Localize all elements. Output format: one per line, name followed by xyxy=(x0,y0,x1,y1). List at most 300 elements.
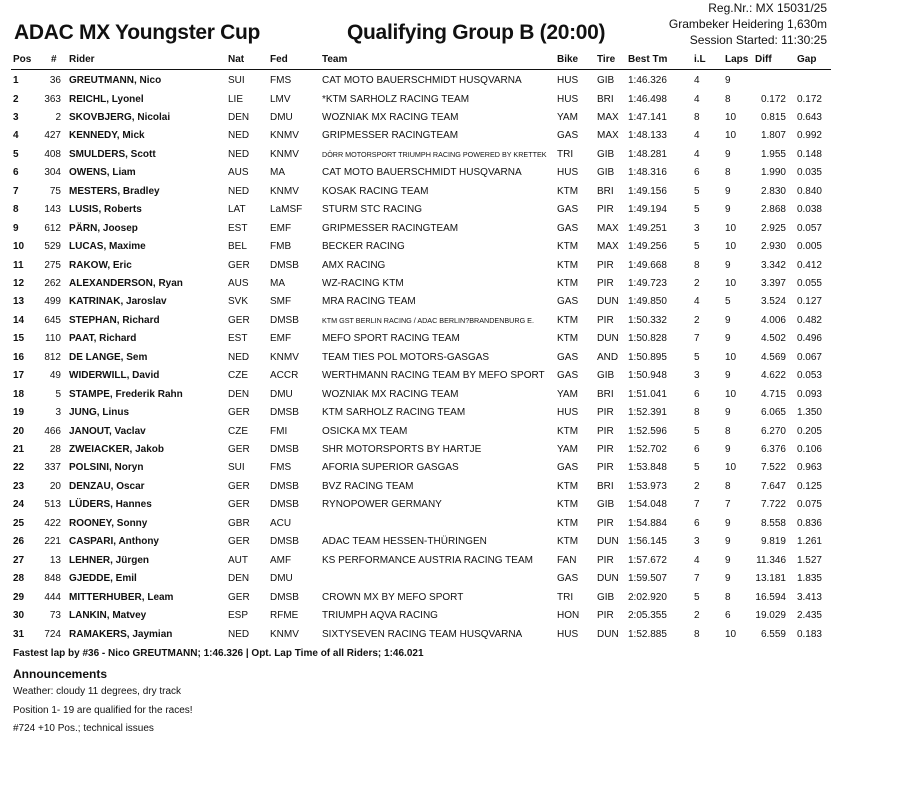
cell-nat: GER xyxy=(228,407,250,419)
cell-team: KS PERFORMANCE AUSTRIA RACING TEAM xyxy=(322,554,533,566)
cell-fed: LMV xyxy=(270,93,291,105)
cell-nat: AUS xyxy=(228,277,249,289)
cell-best-time: 1:54.884 xyxy=(628,517,667,529)
cell-pos: 22 xyxy=(13,462,25,474)
cell-il: 6 xyxy=(694,167,700,179)
cell-nat: NED xyxy=(228,185,250,197)
cell-tire: DUN xyxy=(597,628,619,640)
cell-gap: 0.093 xyxy=(796,388,822,400)
cell-fed: MA xyxy=(270,277,285,289)
cell-il: 5 xyxy=(694,185,700,197)
cell-bike: GAS xyxy=(557,130,579,142)
cell-bike: KTM xyxy=(557,333,579,345)
cell-tire: BRI xyxy=(597,388,614,400)
cell-best-time: 1:49.723 xyxy=(628,277,667,289)
table-header xyxy=(11,53,831,70)
table-row xyxy=(11,257,831,275)
cell-best-time: 1:47.141 xyxy=(628,111,667,123)
cell-diff: 4.622 xyxy=(760,370,786,382)
cell-rider: LUCAS, Maxime xyxy=(69,241,146,252)
cell-number: 444 xyxy=(44,591,61,603)
cell-diff: 1.955 xyxy=(760,148,786,160)
cell-bike: TRI xyxy=(557,148,574,160)
cell-team: TEAM TIES POL MOTORS-GASGAS xyxy=(322,351,490,363)
cell-tire: PIR xyxy=(597,204,614,216)
cell-laps: 9 xyxy=(725,185,731,197)
cell-il: 3 xyxy=(694,370,700,382)
cell-number: 848 xyxy=(44,573,61,585)
cell-il: 5 xyxy=(694,425,700,437)
cell-rider: PAAT, Richard xyxy=(69,333,137,345)
cell-laps: 10 xyxy=(725,222,737,234)
cell-pos: 4 xyxy=(13,130,19,142)
cell-best-time: 1:52.391 xyxy=(628,407,667,419)
cell-tire: GIB xyxy=(597,370,615,382)
cell-nat: CZE xyxy=(228,370,248,382)
event-title: ADAC MX Youngster Cup xyxy=(14,21,261,44)
cell-il: 8 xyxy=(694,259,700,271)
cell-rider: JUNG, Linus xyxy=(69,407,130,419)
cell-il: 7 xyxy=(694,573,700,585)
cell-number: 73 xyxy=(49,610,61,621)
cell-rider: REICHL, Lyonel xyxy=(69,93,144,105)
cell-diff: 6.270 xyxy=(760,425,786,437)
cell-pos: 19 xyxy=(13,407,25,419)
cell-gap: 0.205 xyxy=(796,425,822,437)
cell-laps: 5 xyxy=(725,296,731,308)
cell-pos: 13 xyxy=(13,296,25,308)
cell-diff: 6.065 xyxy=(760,407,786,419)
cell-nat: NED xyxy=(228,148,250,160)
cell-number: 2 xyxy=(55,111,61,123)
cell-pos: 26 xyxy=(13,536,25,548)
cell-tire: GIB xyxy=(597,167,615,179)
cell-gap: 0.963 xyxy=(796,462,822,474)
cell-fed: DMSB xyxy=(270,499,299,511)
cell-pos: 17 xyxy=(13,370,25,382)
cell-diff: 2.930 xyxy=(760,241,786,252)
cell-il: 8 xyxy=(694,628,700,640)
table-row xyxy=(11,127,831,145)
cell-laps: 10 xyxy=(725,351,737,363)
cell-rider: MITTERHUBER, Leam xyxy=(69,591,174,603)
table-row xyxy=(11,201,831,219)
cell-best-time: 1:49.251 xyxy=(628,222,667,234)
cell-number: 427 xyxy=(44,130,61,142)
cell-gap: 1.527 xyxy=(796,554,822,566)
cell-number: 49 xyxy=(49,370,61,382)
cell-pos: 3 xyxy=(13,111,19,123)
table-row xyxy=(11,164,831,182)
cell-fed: ACCR xyxy=(270,370,299,382)
cell-nat: NED xyxy=(228,628,250,640)
cell-gap: 0.005 xyxy=(796,241,822,252)
cell-tire: PIR xyxy=(597,407,614,419)
cell-il: 5 xyxy=(694,351,700,363)
cell-bike: KTM xyxy=(557,425,579,437)
table-row xyxy=(11,626,831,644)
cell-nat: LIE xyxy=(228,93,244,105)
cell-bike: KTM xyxy=(557,480,579,492)
cell-rider: GREUTMANN, Nico xyxy=(69,75,162,86)
cell-diff: 13.181 xyxy=(755,573,786,585)
cell-tire: PIR xyxy=(597,425,614,437)
cell-bike: HUS xyxy=(557,407,579,419)
cell-team: AMX RACING xyxy=(322,259,386,271)
cell-tire: PIR xyxy=(597,517,614,529)
cell-rider: KATRINAK, Jaroslav xyxy=(69,296,167,308)
cell-fed: DMU xyxy=(270,111,293,123)
cell-team: BVZ RACING TEAM xyxy=(322,480,414,492)
cell-team: RYNOPOWER GERMANY xyxy=(322,499,442,511)
cell-diff: 11.346 xyxy=(756,554,786,566)
cell-laps: 9 xyxy=(725,370,731,382)
cell-laps: 6 xyxy=(725,610,731,621)
cell-best-time: 1:59.507 xyxy=(628,573,667,585)
cell-fed: KNMV xyxy=(270,628,299,640)
cell-team: *KTM SARHOLZ RACING TEAM xyxy=(322,93,470,105)
cell-bike: HUS xyxy=(557,93,579,105)
cell-bike: YAM xyxy=(557,111,578,123)
cell-number: 262 xyxy=(44,277,61,289)
cell-bike: GAS xyxy=(557,204,579,216)
table-row xyxy=(11,515,831,533)
table-row xyxy=(11,589,831,607)
cell-nat: NED xyxy=(228,351,250,363)
cell-tire: DUN xyxy=(597,296,619,308)
cell-il: 5 xyxy=(694,591,700,603)
cell-fed: DMSB xyxy=(270,407,299,419)
cell-fed: DMSB xyxy=(270,444,299,455)
cell-team: SIXTYSEVEN RACING TEAM HUSQVARNA xyxy=(322,628,523,640)
cell-nat: LAT xyxy=(228,204,246,216)
cell-il: 6 xyxy=(694,517,700,529)
cell-pos: 16 xyxy=(13,351,25,363)
cell-diff: 16.594 xyxy=(755,591,786,603)
cell-fed: EMF xyxy=(270,333,292,345)
cell-tire: GIB xyxy=(597,499,615,511)
cell-diff: 2.830 xyxy=(760,185,786,197)
cell-tire: PIR xyxy=(597,259,614,271)
cell-il: 2 xyxy=(694,480,700,492)
cell-laps: 9 xyxy=(725,554,731,566)
cell-pos: 31 xyxy=(13,628,25,640)
cell-team: STURM STC RACING xyxy=(322,204,422,216)
cell-pos: 15 xyxy=(13,333,25,345)
cell-bike: GAS xyxy=(557,296,579,308)
cell-fed: KNMV xyxy=(270,130,299,142)
cell-tire: PIR xyxy=(597,444,614,455)
cell-laps: 10 xyxy=(725,130,737,142)
cell-pos: 9 xyxy=(13,222,19,234)
cell-laps: 9 xyxy=(725,573,731,585)
cell-laps: 8 xyxy=(725,93,731,105)
cell-best-time: 1:51.041 xyxy=(628,388,667,400)
cell-rider: STAMPE, Frederik Rahn xyxy=(69,388,183,400)
table-row xyxy=(11,367,831,385)
cell-number: 75 xyxy=(49,185,61,197)
table-row xyxy=(11,146,831,164)
cell-number: 724 xyxy=(44,628,61,640)
cell-tire: BRI xyxy=(597,480,614,492)
cell-laps: 8 xyxy=(725,591,731,603)
col-header-nat: Nat xyxy=(228,54,245,65)
cell-diff: 4.502 xyxy=(760,333,786,345)
cell-tire: MAX xyxy=(597,130,619,142)
cell-team: GRIPMESSER RACINGTEAM xyxy=(322,130,459,142)
cell-number: 28 xyxy=(49,444,61,455)
cell-fed: DMSB xyxy=(270,314,299,326)
cell-gap: 0.057 xyxy=(796,222,822,234)
cell-laps: 10 xyxy=(725,111,737,123)
cell-team: WERTHMANN RACING TEAM BY MEFO SPORT xyxy=(322,370,545,382)
cell-team: CAT MOTO BAUERSCHMIDT HUSQVARNA xyxy=(322,75,522,86)
cell-tire: BRI xyxy=(597,93,614,105)
cell-best-time: 1:53.848 xyxy=(628,462,667,474)
cell-bike: KTM xyxy=(557,536,579,548)
cell-team: CROWN MX BY MEFO SPORT xyxy=(322,591,464,603)
col-header-number: # xyxy=(51,54,57,65)
cell-rider: SKOVBJERG, Nicolai xyxy=(69,111,171,123)
cell-number: 529 xyxy=(44,241,61,252)
cell-number: 337 xyxy=(44,462,61,474)
cell-bike: GAS xyxy=(557,573,579,585)
cell-rider: SMULDERS, Scott xyxy=(69,148,156,160)
cell-nat: GER xyxy=(228,499,250,511)
cell-diff: 7.722 xyxy=(760,499,786,511)
cell-pos: 18 xyxy=(13,388,25,400)
table-row xyxy=(11,275,831,293)
cell-diff: 0.815 xyxy=(760,111,786,123)
cell-pos: 24 xyxy=(13,499,25,511)
cell-fed: DMSB xyxy=(270,480,299,492)
cell-il: 4 xyxy=(694,130,700,142)
cell-nat: EST xyxy=(228,333,248,345)
cell-nat: GER xyxy=(228,314,250,326)
cell-nat: GER xyxy=(228,536,250,548)
cell-team: DÖRR MOTORSPORT TRIUMPH RACING POWERED BY KRETTEK xyxy=(322,149,547,159)
cell-fed: FMB xyxy=(270,241,292,252)
cell-pos: 5 xyxy=(13,148,19,160)
cell-laps: 10 xyxy=(725,277,737,289)
cell-nat: DEN xyxy=(228,573,250,585)
cell-fed: ACU xyxy=(270,517,292,529)
table-row xyxy=(11,423,831,441)
cell-nat: ESP xyxy=(228,610,249,621)
col-header-il: i.L xyxy=(694,54,706,65)
cell-tire: PIR xyxy=(597,314,614,326)
cell-number: 363 xyxy=(44,93,61,105)
cell-diff: 1.807 xyxy=(760,130,786,142)
cell-il: 3 xyxy=(694,222,700,234)
cell-nat: NED xyxy=(228,130,250,142)
cell-bike: HUS xyxy=(557,628,579,640)
cell-nat: BEL xyxy=(228,241,247,252)
cell-gap: 0.496 xyxy=(796,333,822,345)
col-header-diff: Diff xyxy=(755,54,772,65)
cell-diff: 9.819 xyxy=(760,536,786,548)
cell-diff: 19.029 xyxy=(755,610,786,621)
table-row xyxy=(11,238,831,256)
cell-pos: 14 xyxy=(13,314,25,326)
cell-bike: KTM xyxy=(557,499,579,511)
cell-team: MRA RACING TEAM xyxy=(322,296,416,308)
table-row xyxy=(11,349,831,367)
cell-il: 2 xyxy=(694,610,700,621)
cell-rider: OWENS, Liam xyxy=(69,167,136,179)
cell-rider: STEPHAN, Richard xyxy=(69,314,160,326)
cell-il: 3 xyxy=(694,536,700,548)
cell-fed: DMU xyxy=(270,573,293,585)
cell-team: ADAC TEAM HESSEN-THÜRINGEN xyxy=(322,536,487,548)
cell-gap: 0.125 xyxy=(796,480,822,492)
cell-diff: 6.376 xyxy=(760,444,786,455)
cell-bike: TRI xyxy=(557,591,574,603)
session-title: Qualifying Group B (20:00) xyxy=(347,21,606,44)
cell-nat: SVK xyxy=(228,296,249,308)
cell-bike: GAS xyxy=(557,462,579,474)
cell-number: 408 xyxy=(44,148,61,160)
cell-best-time: 1:57.672 xyxy=(628,554,667,566)
cell-bike: KTM xyxy=(557,241,579,252)
announcements-title: Announcements xyxy=(13,667,108,681)
col-header-laps: Laps xyxy=(725,54,749,65)
cell-il: 2 xyxy=(694,277,700,289)
cell-gap: 0.643 xyxy=(796,111,822,123)
table-row xyxy=(11,72,831,90)
cell-gap: 3.413 xyxy=(796,591,822,603)
cell-bike: YAM xyxy=(557,388,578,400)
cell-diff: 8.558 xyxy=(760,517,786,529)
cell-pos: 28 xyxy=(13,573,25,585)
cell-diff: 7.522 xyxy=(760,462,786,474)
cell-laps: 10 xyxy=(725,462,737,474)
cell-rider: LÜDERS, Hannes xyxy=(69,499,152,511)
cell-rider: WIDERWILL, David xyxy=(69,370,160,382)
cell-laps: 9 xyxy=(725,517,731,529)
col-header-team: Team xyxy=(322,54,348,65)
announcement-line: Weather: cloudy 11 degrees, dry track xyxy=(13,686,182,697)
cell-rider: ZWEIACKER, Jakob xyxy=(69,444,165,455)
cell-team: OSICKA MX TEAM xyxy=(322,425,408,437)
cell-team: MEFO SPORT RACING TEAM xyxy=(322,333,460,345)
cell-il: 8 xyxy=(694,407,700,419)
cell-diff: 1.990 xyxy=(760,167,786,179)
cell-bike: YAM xyxy=(557,444,578,455)
cell-rider: JANOUT, Vaclav xyxy=(69,425,146,437)
cell-laps: 8 xyxy=(725,480,731,492)
cell-number: 612 xyxy=(44,222,61,234)
cell-gap: 0.412 xyxy=(796,259,822,271)
cell-best-time: 1:49.256 xyxy=(628,241,667,252)
cell-nat: EST xyxy=(228,222,248,234)
cell-il: 5 xyxy=(694,462,700,474)
cell-tire: DUN xyxy=(597,536,619,548)
cell-fed: KNMV xyxy=(270,351,299,363)
announcement-line: Position 1- 19 are qualified for the races! xyxy=(13,705,193,716)
cell-il: 5 xyxy=(694,204,700,216)
cell-tire: MAX xyxy=(597,241,619,252)
cell-fed: FMS xyxy=(270,462,292,474)
table-row xyxy=(11,330,831,348)
cell-laps: 7 xyxy=(725,499,731,511)
cell-team: BECKER RACING xyxy=(322,241,405,252)
cell-rider: DE LANGE, Sem xyxy=(69,351,148,363)
cell-gap: 0.482 xyxy=(796,314,822,326)
cell-rider: ROONEY, Sonny xyxy=(69,517,148,529)
cell-best-time: 1:50.332 xyxy=(628,314,667,326)
cell-number: 20 xyxy=(49,480,61,492)
cell-rider: ALEXANDERSON, Ryan xyxy=(69,277,183,289)
table-row xyxy=(11,478,831,496)
cell-bike: KTM xyxy=(557,277,579,289)
cell-fed: FMS xyxy=(270,75,292,86)
cell-best-time: 1:50.948 xyxy=(628,370,667,382)
cell-il: 4 xyxy=(694,148,700,160)
cell-laps: 9 xyxy=(725,536,731,548)
cell-il: 7 xyxy=(694,499,700,511)
table-row xyxy=(11,607,831,625)
cell-pos: 1 xyxy=(13,75,19,86)
cell-number: 422 xyxy=(44,517,61,529)
cell-bike: KTM xyxy=(557,517,579,529)
cell-nat: GER xyxy=(228,259,250,271)
cell-team: KOSAK RACING TEAM xyxy=(322,185,429,197)
cell-laps: 9 xyxy=(725,314,731,326)
table-row xyxy=(11,91,831,109)
cell-team: WOZNIAK MX RACING TEAM xyxy=(322,111,459,123)
cell-gap: 0.992 xyxy=(796,130,822,142)
cell-tire: MAX xyxy=(597,222,619,234)
cell-rider: LEHNER, Jürgen xyxy=(69,554,150,566)
cell-rider: MESTERS, Bradley xyxy=(69,185,160,197)
cell-best-time: 1:52.885 xyxy=(628,628,667,640)
cell-number: 513 xyxy=(44,499,61,511)
cell-laps: 9 xyxy=(725,148,731,160)
table-row xyxy=(11,312,831,330)
cell-rider: RAMAKERS, Jaymian xyxy=(69,628,173,640)
cell-tire: PIR xyxy=(597,277,614,289)
cell-nat: GBR xyxy=(228,517,250,529)
cell-diff: 4.569 xyxy=(760,351,786,363)
cell-il: 6 xyxy=(694,388,700,400)
cell-number: 275 xyxy=(44,259,61,271)
cell-best-time: 1:49.668 xyxy=(628,259,667,271)
cell-laps: 8 xyxy=(725,425,731,437)
cell-gap: 0.127 xyxy=(796,296,822,308)
col-header-best-time: Best Tm xyxy=(628,54,668,65)
cell-bike: HON xyxy=(557,610,580,621)
cell-gap: 0.183 xyxy=(796,628,822,640)
cell-best-time: 2:02.920 xyxy=(628,591,667,603)
cell-bike: GAS xyxy=(557,222,579,234)
cell-gap: 1.350 xyxy=(796,407,822,419)
table-row xyxy=(11,459,831,477)
cell-best-time: 1:48.281 xyxy=(628,148,667,160)
cell-number: 645 xyxy=(44,314,61,326)
cell-il: 7 xyxy=(694,333,700,345)
cell-bike: HUS xyxy=(557,75,579,86)
cell-il: 4 xyxy=(694,93,700,105)
table-row xyxy=(11,496,831,514)
cell-pos: 29 xyxy=(13,591,25,603)
cell-diff: 3.342 xyxy=(760,259,786,271)
cell-best-time: 2:05.355 xyxy=(628,610,667,621)
cell-bike: KTM xyxy=(557,185,579,197)
cell-number: 5 xyxy=(55,388,61,400)
cell-rider: CASPARI, Anthony xyxy=(69,536,159,548)
cell-number: 812 xyxy=(44,351,61,363)
